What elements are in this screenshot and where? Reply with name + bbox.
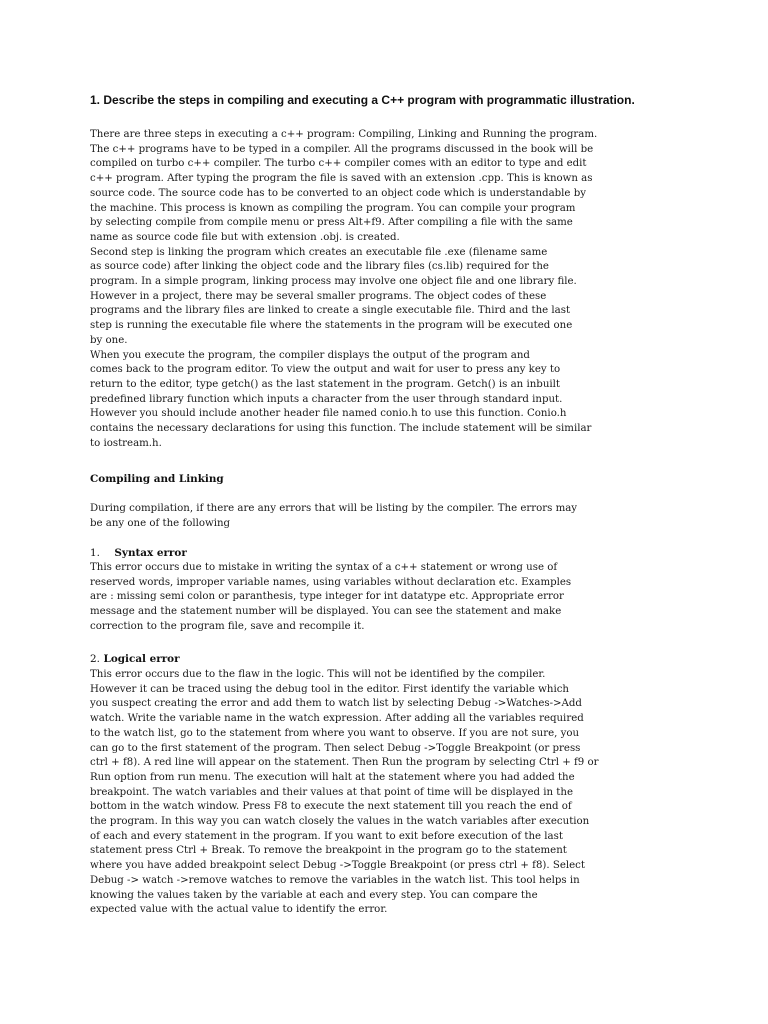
text-line: be any one of the following [90,517,231,529]
text-line: During compilation, if there are any errors that will be listing by the compiler. The errors may [90,503,578,514]
syntax-error-heading [90,546,187,560]
text-line: reserved words, improper variable names, using variables without declaration etc. Examples [90,576,572,588]
question-heading: 1. Describe the steps in compiling and executing a C++ program with programmatic illustration. [90,93,635,107]
text-line: expected value with the actual value to identify the error. [90,904,388,916]
text-line: by one. [90,334,128,346]
text-line: the machine. This process is known as compiling the program. You can compile your program [90,202,576,214]
text-line: bottom in the watch window. Press F8 to execute the next statement till you reach the end of [90,801,572,813]
text-line: statement press Ctrl + Break. To remove the breakpoint in the program go to the statement [90,845,567,857]
text-line: program. In a simple program, linking process may involve one object file and one library file. [90,276,577,288]
text-line: However it can be traced using the debug tool in the editor. First identify the variable which [90,683,569,695]
text-line: by selecting compile from compile menu or press Alt+f9. After compiling a file with the same [90,217,573,229]
item-number: 2. [90,653,100,665]
text-line: knowing the values taken by the variable at each and every step. You can compare the [90,889,538,901]
text-line: as source code) after linking the object code and the library files (cs.lib) required for the [90,261,549,273]
section-heading: Compiling and Linking [90,473,224,485]
text-line: This error occurs due to the flaw in the logic. This will not be identified by the compiler. [90,669,546,680]
text-line: There are three steps in executing a c++ program: Compiling, Linking and Running the program. [90,129,598,140]
text-line: predefined library function which inputs a character from the user through standard input. [90,393,563,405]
text-line: correction to the program file, save and recompile it. [90,620,365,632]
text-line: Run option from run menu. The execution will halt at the statement where you had added the [90,771,575,783]
text-line: contains the necessary declarations for using this function. The include statement will be similar [90,423,592,435]
text-line: compiled on turbo c++ compiler. The turbo c++ compiler comes with an editor to type and edit [90,158,587,170]
text-line: However you should include another header file named conio.h to use this function. Conio.h [90,408,567,420]
text-line: watch. Write the variable name in the watch expression. After adding all the variables required [90,713,584,725]
text-line: When you execute the program, the compiler displays the output of the program and [90,349,530,361]
text-line: Second step is linking the program which creates an executable file .exe (filename same [90,246,548,258]
text-line: you suspect creating the error and add them to watch list by selecting Debug ->Watches->Add [90,698,582,710]
text-line: step is running the executable file where the statements in the program will be executed one [90,320,573,332]
text-line: message and the statement number will be displayed. You can see the statement and make [90,606,562,618]
text-line: This error occurs due to mistake in writing the syntax of a c++ statement or wrong use of [90,562,558,573]
text-line: c++ program. After typing the program the file is saved with an extension .cpp. This is known as [90,173,593,185]
compilation-paragraph [90,502,690,531]
text-line: Debug -> watch ->remove watches to remove the variables in the watch list. This tool helps in [90,874,580,886]
item-title: Logical error [103,653,180,665]
text-line: However in a project, there may be several smaller programs. The object codes of these [90,290,547,302]
text-line: return to the editor, type getch() as the last statement in the program. Getch() is an inbuilt [90,378,560,390]
text-line: The c++ programs have to be typed in a compiler. All the programs discussed in the book will be [90,143,594,155]
syntax-error-paragraph [90,561,690,635]
item-title: Syntax error [114,547,187,559]
text-line: to the watch list, go to the statement from where you want to observe. If you are not sure, you [90,727,580,739]
text-line: the program. In this way you can watch closely the values in the watch variables after execution [90,816,590,828]
text-line: breakpoint. The watch variables and their values at that point of time will be displayed in the [90,786,573,798]
intro-paragraph [90,128,690,451]
item-number: 1. [90,547,100,559]
logical-error-paragraph [90,668,690,918]
text-line: of each and every statement in the program. If you want to exit before execution of the last [90,830,563,842]
text-line: comes back to the program editor. To view the output and wait for user to press any key to [90,364,561,376]
text-line: to iostream.h. [90,437,162,449]
text-line: where you have added breakpoint select Debug ->Toggle Breakpoint (or press ctrl + f8). Select [90,860,585,872]
text-line: source code. The source code has to be converted to an object code which is understandable by [90,187,586,199]
text-line: are : missing semi colon or paranthesis, type integer for int datatype etc. Appropriate error [90,591,564,603]
logical-error-heading [90,652,180,666]
text-line: programs and the library files are linked to create a single executable file. Third and the last [90,305,571,317]
text-line: can go to the first statement of the program. Then select Debug ->Toggle Breakpoint (or press [90,742,581,754]
text-line: name as source code file but with extension .obj. is created. [90,231,400,243]
text-line: ctrl + f8). A red line will appear on the statement. Then Run the program by selecting Ctrl + f9 or [90,757,599,769]
